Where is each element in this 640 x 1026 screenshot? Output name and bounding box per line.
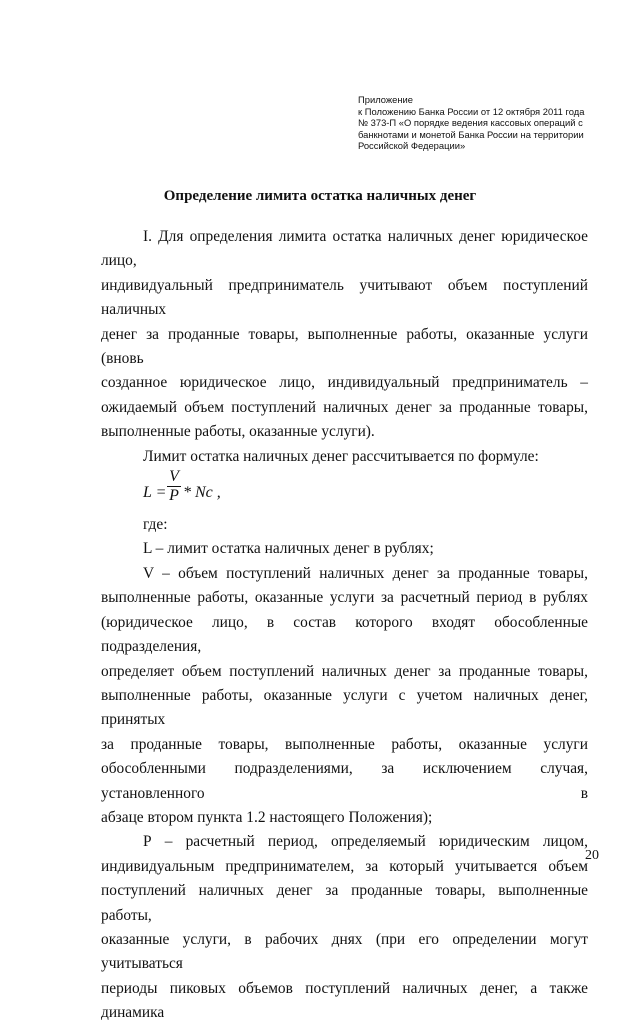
formula-lhs: L =	[143, 484, 167, 502]
text-line: созданное юридическое лицо, индивидуальный предприниматель –	[101, 374, 588, 392]
page-number: 20	[585, 848, 599, 863]
text-line: Р – расчетный период, определяемый юридическим лицом,	[143, 833, 588, 851]
appendix-line: № 373-П «О порядке ведения кассовых операций с	[358, 117, 583, 128]
text-line: за проданные товары, выполненные работы, оказанные услуги	[101, 735, 588, 753]
text-line: выполненные работы, оказанные услуги с учетом наличных денег, принятых	[101, 686, 588, 729]
text-line: (юридическое лицо, в состав которого входят обособленные подразделения,	[101, 613, 588, 656]
text-line: выполненные работы, оказанные услуги за расчетный период в рублях	[101, 589, 588, 607]
text-line: ожидаемый объем поступлений наличных денег за проданные товары,	[101, 398, 588, 416]
text-line: абзаце втором пункта 1.2 настоящего Положения);	[101, 808, 433, 826]
limit-formula	[143, 469, 588, 513]
appendix-line: Российской Федерации»	[358, 140, 466, 151]
text-line: поступлений наличных денег за проданные товары, выполненные работы,	[101, 882, 588, 924]
definition-P	[101, 830, 588, 1025]
appendix-line: Приложение	[358, 94, 413, 105]
formula-numerator: V	[169, 468, 179, 486]
text-line: индивидуальный предприниматель учитывают объем поступлений наличных	[101, 276, 588, 319]
definition-L: L – лимит остатка наличных денег в рублях;	[143, 540, 434, 558]
formula-rhs: * Nc ,	[183, 484, 221, 502]
appendix-line: к Положению Банка России от 12 октября 2011 года	[358, 105, 585, 117]
document-title: Определение лимита остатка наличных денег	[163, 188, 477, 204]
formula-intro: Лимит остатка наличных денег рассчитывается по формуле:	[143, 447, 539, 465]
formula-denominator: P	[169, 487, 179, 505]
where-label: где:	[143, 516, 168, 534]
text-line: I. Для определения лимита остатка наличных денег юридическое лицо,	[101, 228, 588, 270]
appendix-line: банкнотами и монетой Банка России на территории	[358, 128, 584, 140]
definition-V	[101, 562, 588, 830]
text-line: обособленными подразделениями, за исключением случая, установленного в	[101, 760, 588, 802]
paragraph-intro	[101, 225, 588, 445]
appendix-note	[358, 94, 620, 152]
text-line: денег за проданные товары, выполненные работы, оказанные услуги (вновь	[101, 325, 588, 368]
text-line: V – объем поступлений наличных денег за проданные товары,	[143, 564, 588, 582]
text-line: определяет объем поступлений наличных денег за проданные товары,	[101, 662, 588, 680]
text-line: индивидуальным предпринимателем, за который учитывается объем	[101, 857, 588, 875]
text-line: выполненные работы, оказанные услуги).	[101, 423, 375, 441]
text-line: периоды пиковых объемов поступлений наличных денег, а также динамика	[101, 979, 588, 1022]
formula-fraction	[167, 469, 181, 504]
document-body	[101, 225, 588, 1026]
text-line: оказанные услуги, в рабочих днях (при его определении могут учитываться	[101, 930, 588, 973]
